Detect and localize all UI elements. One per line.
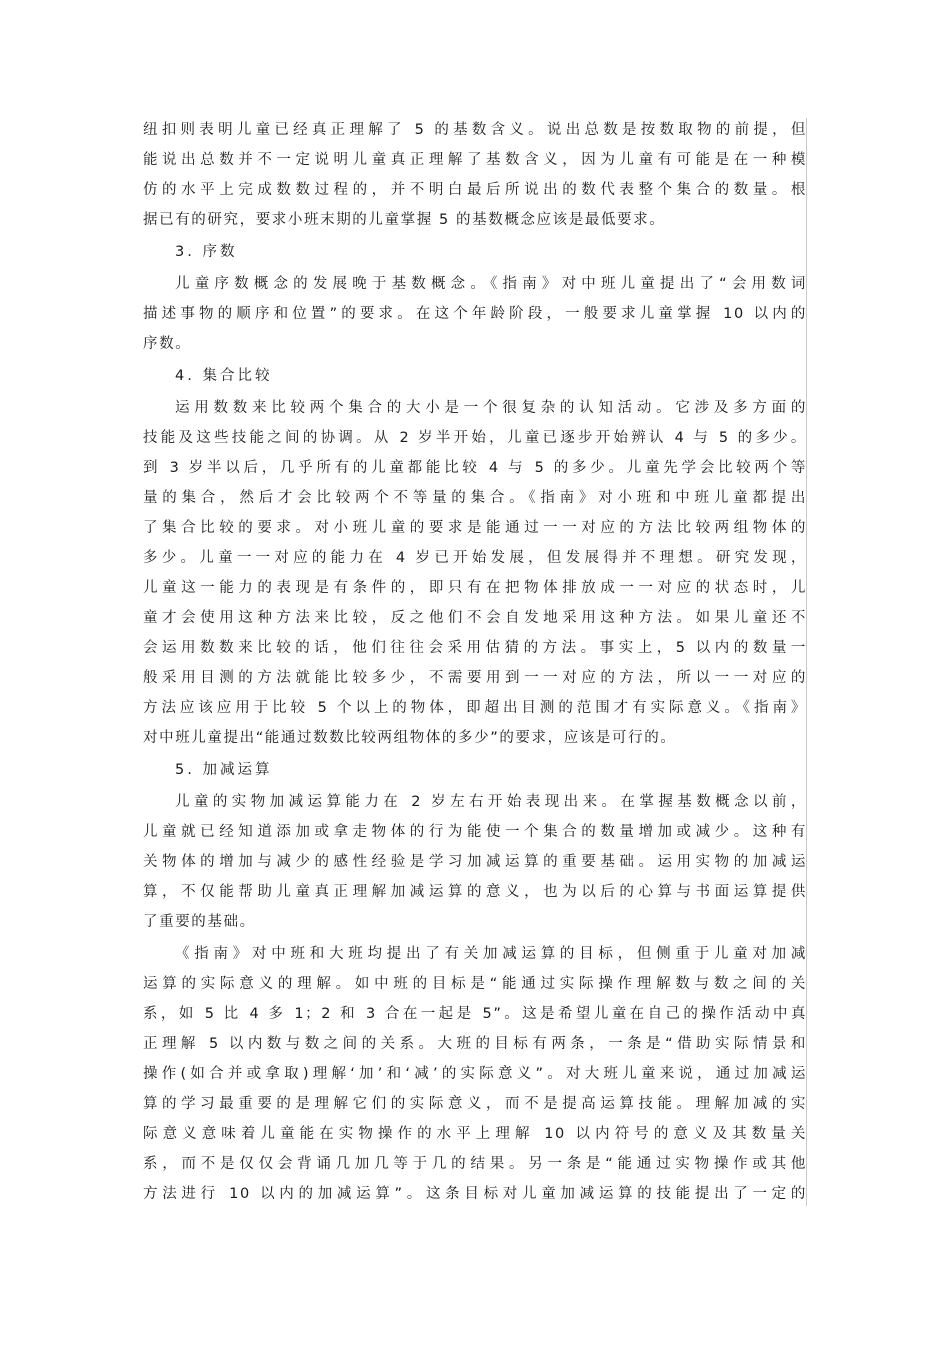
section-heading: 5. 加减运算 (175, 762, 273, 778)
section-heading: 4. 集合比较 (175, 368, 273, 384)
text-line: 操作(如合并或拿取)理解‘加’和‘减’的实际意义”。对大班儿童来说，通过加减运 (143, 1066, 807, 1082)
text-line: 儿童这一能力的表现是有条件的，即只有在把物体排放成一一对应的状态时，儿 (143, 580, 807, 596)
text-line: 《指南》对中班和大班均提出了有关加减运算的目标，但侧重于儿童对加减 (175, 946, 807, 962)
text-line: 儿童就已经知道添加或拿走物体的行为能使一个集合的数量增加或减少。这种有 (143, 824, 807, 840)
text-line: 多少。儿童一一对应的能力在 4 岁已开始发展，但发展得并不理想。研究发现， (143, 550, 807, 566)
text-line: 会运用数数来比较的话，他们往往会采用估猜的方法。事实上，5 以内的数量一 (143, 640, 807, 656)
text-line: 运算的实际意义的理解。如中班的目标是“能通过实际操作理解数与数之间的关 (143, 976, 807, 992)
text-line: 纽扣则表明儿童已经真正理解了 5 的基数含义。说出总数是按数取物的前提，但 (143, 122, 807, 138)
text-line: 量的集合，然后才会比较两个不等量的集合。《指南》对小班和中班儿童都提出 (143, 490, 807, 506)
text-line: 技能及这些技能之间的协调。从 2 岁半开始，儿童已逐步开始辨认 4 与 5 的多少。 (143, 430, 807, 446)
text-line: 正理解 5 以内数与数之间的关系。大班的目标有两条，一条是“借助实际情景和 (143, 1036, 807, 1052)
text-line: 童才会使用这种方法来比较，反之他们不会自发地采用这种方法。如果儿童还不 (143, 610, 807, 626)
text-line: 关物体的增加与减少的感性经验是学习加减运算的重要基础。运用实物的加减运 (143, 854, 807, 870)
text-line: 了集合比较的要求。对小班儿童的要求是能通过一一对应的方法比较两组物体的 (143, 520, 807, 536)
text-line: 算的学习最重要的是理解它们的实际意义，而不是提高运算技能。理解加减的实 (143, 1096, 807, 1112)
text-line: 系，而不是仅仅会背诵几加几等于几的结果。另一条是“能通过实物操作或其他 (143, 1156, 807, 1172)
text-line: 运用数数来比较两个集合的大小是一个很复杂的认知活动。它涉及多方面的 (175, 400, 807, 416)
text-line: 据已有的研究，要求小班末期的儿童掌握 5 的基数概念应该是最低要求。 (143, 212, 666, 228)
text-line: 了重要的基础。 (143, 914, 256, 930)
text-line: 般采用目测的方法就能比较多少，不需要用到一一对应的方法，所以一一对应的 (143, 670, 807, 686)
text-line: 序数。 (143, 336, 192, 352)
text-line: 仿的水平上完成数数过程的，并不明白最后所说出的数代表整个集合的数量。根 (143, 182, 807, 198)
text-line: 儿童序数概念的发展晚于基数概念。《指南》对中班儿童提出了“会用数词 (175, 276, 807, 292)
text-line: 描述事物的顺序和位置”的要求。在这个年龄阶段，一般要求儿童掌握 10 以内的 (143, 306, 807, 322)
document-page (143, 118, 807, 1206)
text-line: 际意义意味着儿童能在实物操作的水平上理解 10 以内符号的意义及其数量关 (143, 1126, 807, 1142)
text-line: 能说出总数并不一定说明儿童真正理解了基数含义，因为儿童有可能是在一种模 (143, 152, 807, 168)
text-line: 方法进行 10 以内的加减运算”。这条目标对儿童加减运算的技能提出了一定的 (143, 1186, 807, 1202)
text-line: 对中班儿童提出“能通过数数比较两组物体的多少”的要求，应该是可行的。 (143, 730, 677, 746)
text-line: 儿童的实物加减运算能力在 2 岁左右开始表现出来。在掌握基数概念以前， (175, 794, 807, 810)
text-line: 到 3 岁半以后，几乎所有的儿童都能比较 4 与 5 的多少。儿童先学会比较两个等 (143, 460, 807, 476)
section-heading: 3. 序数 (175, 244, 238, 260)
text-line: 算，不仅能帮助儿童真正理解加减运算的意义，也为以后的心算与书面运算提供 (143, 884, 807, 900)
text-line: 系，如 5 比 4 多 1；2 和 3 合在一起是 5”。这是希望儿童在自己的操作活动中真 (143, 1006, 807, 1022)
text-line: 方法应该应用于比较 5 个以上的物体，即超出目测的范围才有实际意义。《指南》 (143, 700, 807, 716)
